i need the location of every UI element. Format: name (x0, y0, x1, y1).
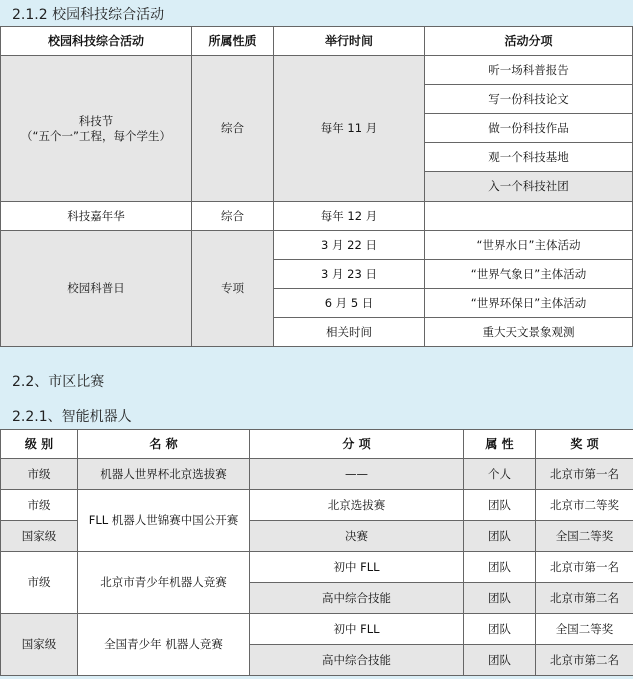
science-day-item: 重大天文景象观测 (425, 318, 633, 347)
festival-item: 入一个科技社团 (425, 172, 633, 202)
header-time: 举行时间 (274, 27, 425, 56)
festival-time: 每年 11 月 (274, 56, 425, 202)
festival-name-cell (1, 56, 192, 202)
science-day-time: 3 月 22 日 (274, 231, 425, 260)
header-sub: 分 项 (250, 430, 464, 459)
sub-item: 决赛 (250, 521, 464, 552)
award-cell: 北京市第二名 (536, 645, 633, 676)
carnival-type: 综合 (192, 202, 274, 231)
section-title-2-2: 2.2、市区比赛 (12, 374, 105, 390)
level-cell: 国家级 (1, 614, 78, 676)
attr-cell: 团队 (464, 521, 536, 552)
science-day-name: 校园科普日 (1, 231, 192, 347)
sub-item: 初中 FLL (250, 614, 464, 645)
table-row (1, 231, 633, 260)
sub-item: 高中综合技能 (250, 645, 464, 676)
science-day-type: 专项 (192, 231, 274, 347)
sub-item: 初中 FLL (250, 552, 464, 583)
table-header-row (1, 27, 633, 56)
header-award: 奖 项 (536, 430, 633, 459)
festival-item: 写一份科技论文 (425, 85, 633, 114)
table-row (1, 552, 633, 583)
award-cell: 全国二等奖 (536, 521, 633, 552)
section-title-2-2-1: 2.2.1、智能机器人 (12, 409, 132, 425)
carnival-time: 每年 12 月 (274, 202, 425, 231)
level-cell: 国家级 (1, 521, 78, 552)
competition-name: 机器人世界杯北京选拔赛 (78, 459, 250, 490)
sub-item: 高中综合技能 (250, 583, 464, 614)
robot-competitions-table (0, 429, 633, 676)
festival-item: 观一个科技基地 (425, 143, 633, 172)
award-cell: 北京市第二名 (536, 583, 633, 614)
science-day-time: 3 月 23 日 (274, 260, 425, 289)
table-row (1, 202, 633, 231)
carnival-item (425, 202, 633, 231)
table-row (1, 614, 633, 645)
competition-name: 全国青少年 机器人竞赛 (78, 614, 250, 676)
attr-cell: 个人 (464, 459, 536, 490)
science-day-item: “世界气象日”主体活动 (425, 260, 633, 289)
award-cell: 全国二等奖 (536, 614, 633, 645)
sub-item: —— (250, 459, 464, 490)
festival-type: 综合 (192, 56, 274, 202)
sub-item: 北京选拔赛 (250, 490, 464, 521)
award-cell: 北京市第一名 (536, 552, 633, 583)
science-day-item: “世界水日”主体活动 (425, 231, 633, 260)
festival-name: 科技节 (78, 113, 114, 128)
award-cell: 北京市第一名 (536, 459, 633, 490)
award-cell: 北京市二等奖 (536, 490, 633, 521)
carnival-name: 科技嘉年华 (1, 202, 192, 231)
attr-cell: 团队 (464, 490, 536, 521)
science-day-time: 相关时间 (274, 318, 425, 347)
header-name: 名 称 (78, 430, 250, 459)
attr-cell: 团队 (464, 645, 536, 676)
attr-cell: 团队 (464, 614, 536, 645)
science-day-item: “世界环保日”主体活动 (425, 289, 633, 318)
level-cell: 市级 (1, 552, 78, 614)
attr-cell: 团队 (464, 552, 536, 583)
competition-name: FLL 机器人世锦赛中国公开赛 (78, 490, 250, 552)
level-cell: 市级 (1, 459, 78, 490)
header-attr: 属 性 (464, 430, 536, 459)
science-day-time: 6 月 5 日 (274, 289, 425, 318)
table-row (1, 56, 633, 85)
table-row (1, 490, 633, 521)
festival-item: 听一场科普报告 (425, 56, 633, 85)
header-activity: 校园科技综合活动 (1, 27, 192, 56)
section-title-2-1-2: 2.1.2 校园科技综合活动 (12, 7, 165, 23)
campus-activities-table (0, 26, 633, 347)
attr-cell: 团队 (464, 583, 536, 614)
table-row (1, 459, 633, 490)
competition-name: 北京市青少年机器人竞赛 (78, 552, 250, 614)
table-header-row (1, 430, 633, 459)
festival-note: （“五个一”工程，每个学生） (21, 128, 171, 143)
festival-item: 做一份科技作品 (425, 114, 633, 143)
level-cell: 市级 (1, 490, 78, 521)
header-type: 所属性质 (192, 27, 274, 56)
header-level: 级 别 (1, 430, 78, 459)
header-items: 活动分项 (425, 27, 633, 56)
